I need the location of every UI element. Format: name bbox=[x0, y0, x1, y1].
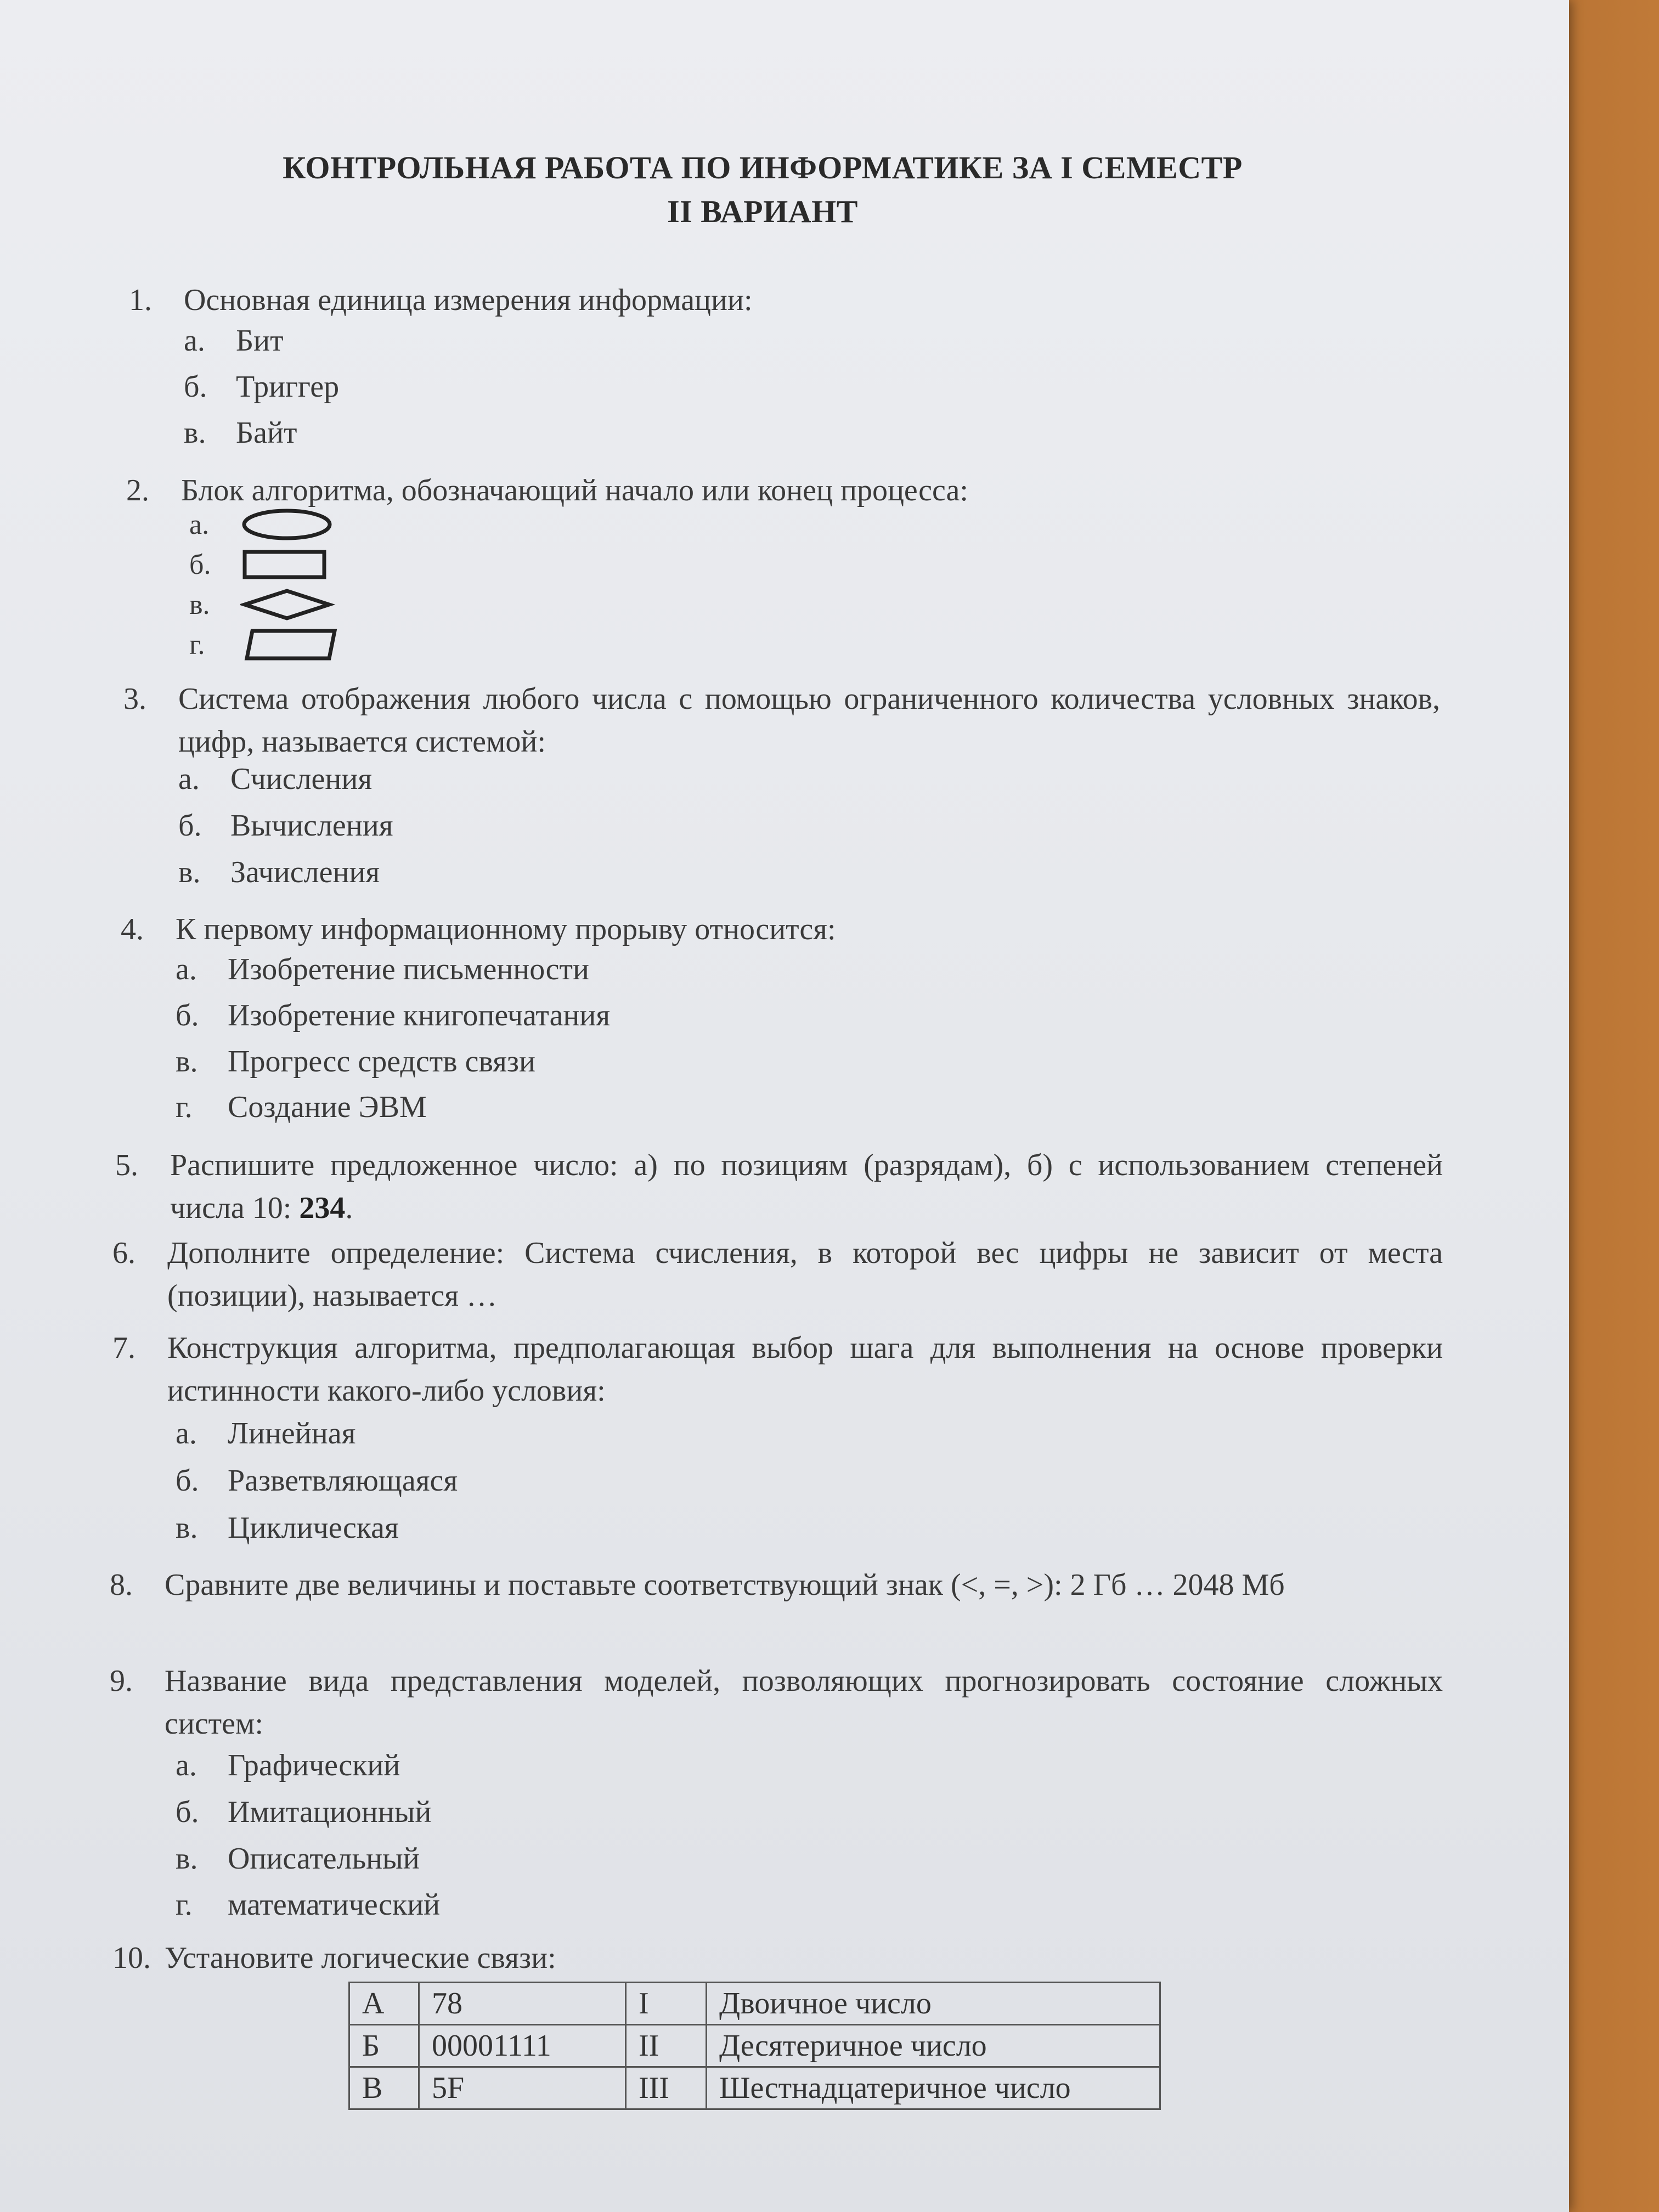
option-3b: б. Вычисления bbox=[178, 809, 393, 843]
question-number: 6. bbox=[112, 1236, 136, 1270]
question-number: 4. bbox=[121, 912, 144, 946]
question-number: 5. bbox=[115, 1148, 138, 1182]
question-text: Название вида представления моделей, позволяющих прогнозировать состояние сложных систем: bbox=[165, 1664, 1443, 1741]
logic-table bbox=[348, 1982, 1161, 2110]
ellipse-icon bbox=[240, 507, 334, 541]
parallelogram-icon bbox=[240, 628, 339, 662]
diamond-icon bbox=[240, 588, 339, 622]
question-9 bbox=[110, 1660, 1443, 1745]
question-text: Блок алгоритма, обозначающий начало или конец процесса: bbox=[181, 473, 968, 507]
question-4 bbox=[121, 908, 1437, 951]
question-8 bbox=[110, 1564, 1443, 1606]
table-row bbox=[349, 2067, 1160, 2109]
option-3a: а. Счисления bbox=[178, 762, 373, 796]
option-7c: в. Циклическая bbox=[176, 1511, 399, 1545]
question-number: 3. bbox=[123, 682, 146, 716]
table-cell: Шестнадцатеричное число bbox=[707, 2067, 1160, 2109]
option-4d: г. Создание ЭВМ bbox=[176, 1090, 427, 1124]
option-2d: г. bbox=[189, 626, 339, 664]
table-cell: III bbox=[626, 2067, 707, 2109]
question-text: Сравните две величины и поставьте соответствующий знак (<, =, >): 2 Гб … 2048 Мб bbox=[165, 1568, 1285, 1602]
option-7b: б. Разветвляющаяся bbox=[176, 1464, 458, 1498]
table-cell: I bbox=[626, 1983, 707, 2025]
page-title: КОНТРОЛЬНАЯ РАБОТА ПО ИНФОРМАТИКЕ ЗА I СЕМЕСТР bbox=[283, 150, 1243, 185]
table-cell: Десятеричное число bbox=[707, 2025, 1160, 2067]
rectangle-icon bbox=[240, 548, 334, 582]
number-value: 234 bbox=[299, 1191, 346, 1225]
question-text: Установите логические связи: bbox=[165, 1941, 556, 1975]
question-6 bbox=[112, 1232, 1443, 1317]
table-cell: II bbox=[626, 2025, 707, 2067]
question-10 bbox=[112, 1937, 1443, 1979]
option-4b: б. Изобретение книгопечатания bbox=[176, 998, 611, 1032]
question-7 bbox=[112, 1327, 1443, 1412]
option-9d: г. математический bbox=[176, 1888, 441, 1922]
option-9a: а. Графический bbox=[176, 1748, 400, 1782]
question-number: 10. bbox=[112, 1941, 151, 1975]
table-cell: Двоичное число bbox=[707, 1983, 1160, 2025]
question-text: Конструкция алгоритма, предполагающая выбор шага для выполнения на основе проверки истинности какого-либо условия: bbox=[167, 1331, 1443, 1408]
question-number: 1. bbox=[129, 283, 152, 317]
question-1 bbox=[129, 279, 1446, 321]
option-1b: б. Триггер bbox=[184, 370, 340, 404]
question-5 bbox=[115, 1144, 1443, 1229]
table-cell: 78 bbox=[419, 1983, 626, 2025]
option-9c: в. Описательный bbox=[176, 1842, 420, 1876]
question-text: К первому информационному прорыву относится: bbox=[176, 912, 836, 946]
question-3 bbox=[123, 678, 1440, 763]
question-text: Основная единица измерения информации: bbox=[184, 283, 753, 317]
question-number: 8. bbox=[110, 1568, 133, 1602]
question-number: 2. bbox=[126, 473, 149, 507]
page-subtitle: II ВАРИАНТ bbox=[667, 194, 858, 229]
option-1a: а. Бит bbox=[184, 324, 284, 358]
question-number: 7. bbox=[112, 1331, 136, 1365]
question-2 bbox=[126, 469, 1443, 512]
question-text: Распишите предложенное число: а) по позициям (разрядам), б) с использованием степеней числа 10: 234. bbox=[170, 1148, 1443, 1225]
table-cell: А bbox=[349, 1983, 419, 2025]
option-1c: в. Байт bbox=[184, 416, 297, 450]
question-text: Дополните определение: Система счисления, в которой вес цифры не зависит от места (позиции), называется … bbox=[167, 1236, 1443, 1313]
table-row bbox=[349, 1983, 1160, 2025]
option-4c: в. Прогресс средств связи bbox=[176, 1045, 536, 1079]
question-number: 9. bbox=[110, 1664, 133, 1698]
table-cell: 00001111 bbox=[419, 2025, 626, 2067]
option-2a: а. bbox=[189, 506, 334, 544]
option-2c: в. bbox=[189, 586, 339, 624]
question-text: Система отображения любого числа с помощью ограниченного количества условных знаков, цифр, называется системой: bbox=[178, 682, 1440, 759]
option-4a: а. Изобретение письменности bbox=[176, 952, 589, 986]
table-cell: В bbox=[349, 2067, 419, 2109]
table-cell: 5F bbox=[419, 2067, 626, 2109]
option-2b: б. bbox=[189, 546, 334, 584]
option-7a: а. Линейная bbox=[176, 1417, 356, 1451]
option-3c: в. Зачисления bbox=[178, 855, 380, 889]
table-row bbox=[349, 2025, 1160, 2067]
table-cell: Б bbox=[349, 2025, 419, 2067]
option-9b: б. Имитационный bbox=[176, 1795, 432, 1829]
